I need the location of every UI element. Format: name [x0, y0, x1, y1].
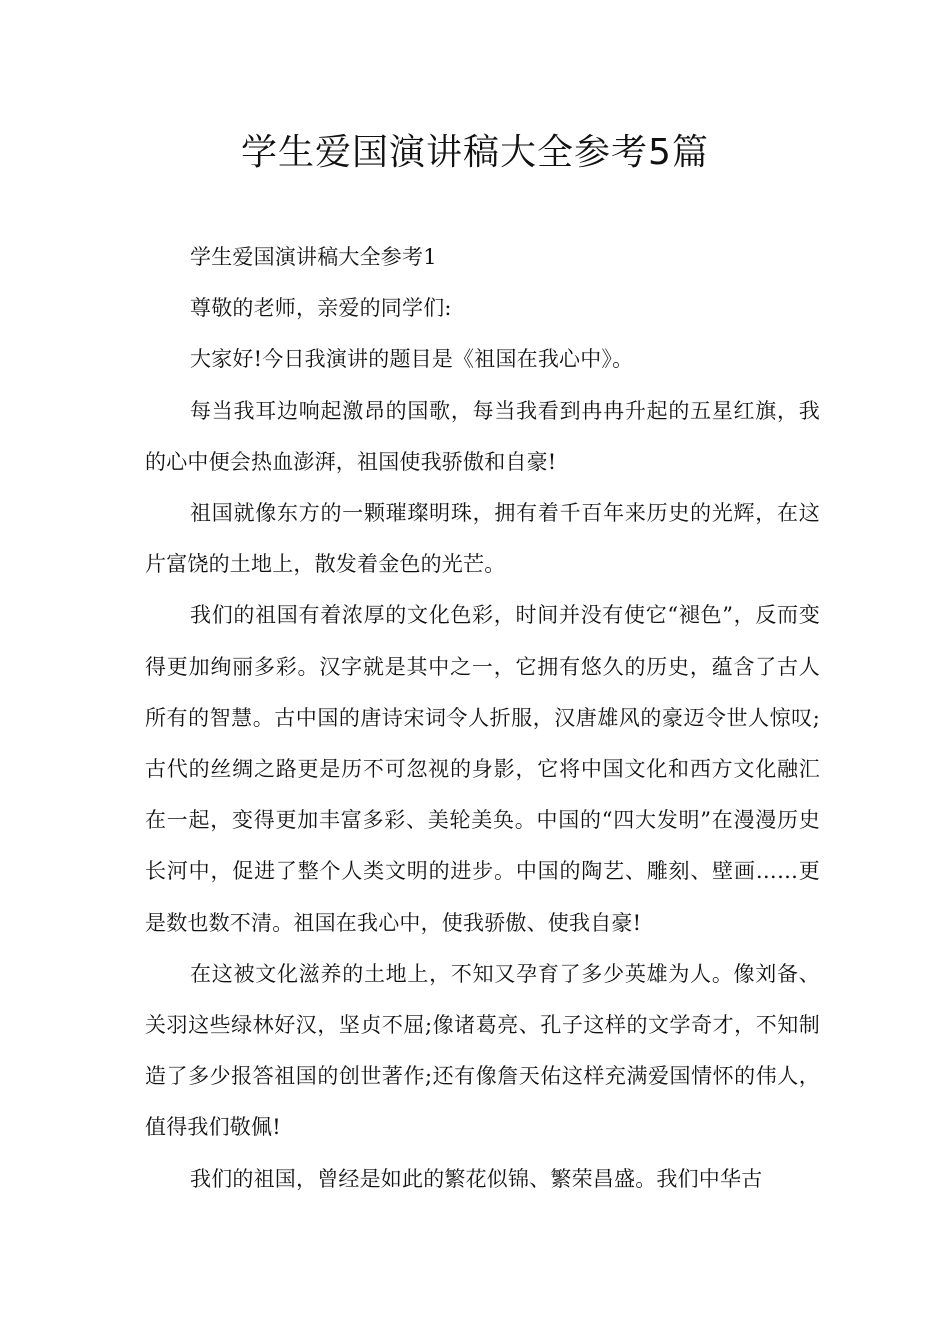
paragraph: 我们的祖国，曾经是如此的繁花似锦、繁荣昌盛。我们中华古	[190, 1166, 763, 1191]
paragraph-topic: 大家好!今日我演讲的题目是《祖国在我心中》。	[190, 347, 634, 372]
paragraph: 每当我耳边响起激昂的国歌，每当我看到冉冉升起的五星红旗，我的心中便会热血澎湃，祖国使我骄傲和自豪!	[145, 398, 820, 474]
paragraph: 我们的祖国有着浓厚的文化色彩，时间并没有使它“褪色”，反而变得更加绚丽多彩。汉字就是其中之一，它拥有悠久的历史，蕴含了古人所有的智慧。古中国的唐诗宋词令人折服，汉唐雄风的豪迈令世人惊叹;古代的丝绸之路更是历不可忽视的身影，它将中国文化和西方文化融汇在一起，变得更加丰富多彩、美轮美奂。中国的“四大发明”在漫漫历史长河中，促进了整个人类文明的进步。中国的陶艺、雕刻、壁画……更是数也数不清。祖国在我心中，使我骄傲、使我自豪!	[145, 603, 820, 935]
document-title: 学生爱国演讲稿大全参考5篇	[241, 132, 709, 173]
paragraph: 在这被文化滋养的土地上，不知又孕育了多少英雄为人。像刘备、关羽这些绿林好汉，坚贞不屈;像诸葛亮、孔子这样的文学奇才，不知制造了多少报答祖国的创世著作;还有像詹天佑这样充满爱国情怀的伟人，值得我们敬佩!	[145, 961, 820, 1140]
paragraph: 祖国就像东方的一颗璀璨明珠，拥有着千百年来历史的光辉，在这片富饶的土地上，散发着金色的光芒。	[145, 501, 820, 577]
paragraph-greeting: 尊敬的老师，亲爱的同学们:	[190, 296, 452, 321]
paragraph-section-heading: 学生爱国演讲稿大全参考1	[190, 245, 437, 269]
document-body	[145, 232, 820, 1205]
